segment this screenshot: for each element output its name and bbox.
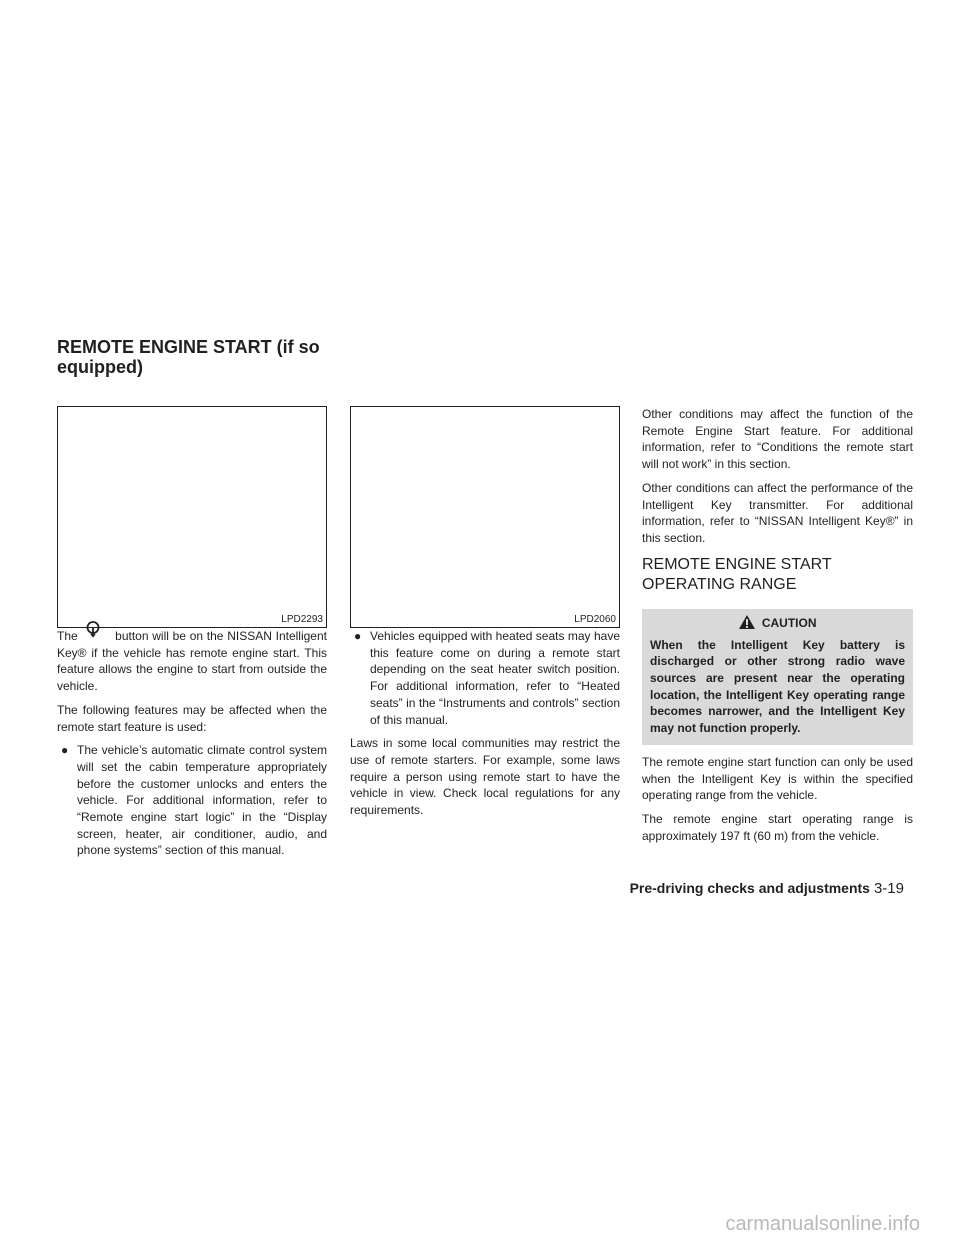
- transmitter-paragraph: Other conditions can affect the performance of the Intelligent Key transmitter. For additional information, refer to “NISSAN Intelligent Key®” in this section.: [642, 480, 913, 545]
- intro-text-end: button will be on the NISSAN Intelligent Key® if the vehicle has remote engine start. This feature allows the engine to start from outside the vehicle.: [57, 629, 327, 694]
- bullet-text: The vehicle’s automatic climate control system will set the cabin temperature appropriately before the customer unlocks and enters the vehicle. For additional information, refer to “Remote engine start logic” in the “Display screen, heater, air conditioner, audio, and phone systems” section of this manual.: [77, 743, 327, 858]
- page-number: 3-19: [873, 880, 904, 897]
- caution-header: [650, 614, 905, 637]
- chapter-title: Pre-driving checks and adjustments: [629, 880, 870, 896]
- figure-label: LPD2293: [281, 614, 323, 625]
- section-title: REMOTE ENGINE START (if so equipped): [57, 337, 320, 377]
- features-paragraph: The following features may be affected when the remote start feature is used:: [57, 702, 327, 734]
- figure-label: LPD2060: [574, 614, 616, 625]
- bullet-text: Vehicles equipped with heated seats may have this feature come on during a remote start depending on the seat heater switch position. For additional information, refer to “Heated seats” in the “Instruments and controls” section of this manual.: [370, 629, 620, 727]
- caution-title: CAUTION: [761, 615, 817, 630]
- page-footer: [630, 879, 904, 898]
- figure-remote-range: [350, 406, 620, 628]
- caution-text: When the Intelligent Key battery is discharged or other strong radio wave sources are present near the operating location, the Intelligent Key operating range becomes narrower, and the Intelligent Key may not function properly.: [650, 637, 905, 736]
- bullet-icon: ●: [354, 629, 362, 643]
- warning-icon: [738, 614, 756, 630]
- laws-paragraph: Laws in some local communities may restrict the use of remote starters. For example, some laws require a person using remote start to have the vehicle in view. Check local regulations for any requirements.: [350, 736, 620, 818]
- conditions-paragraph: Other conditions may affect the function of the Remote Engine Start feature. For additional information, refer to “Conditions the remote start will not work” in this section.: [642, 407, 913, 472]
- range-distance-paragraph: The remote engine start operating range is approximately 197 ft (60 m) from the vehicle.: [642, 811, 913, 843]
- right-column: [642, 406, 913, 851]
- list-item: [57, 742, 327, 859]
- figure-remote-key: [57, 406, 327, 628]
- range-paragraph: The remote engine start function can only be used when the Intelligent Key is within the specified operating range from the vehicle.: [642, 754, 913, 803]
- middle-column: [350, 628, 620, 826]
- remote-start-icon: [81, 628, 111, 642]
- subheading: REMOTE ENGINE START OPERATING RANGE: [642, 555, 832, 593]
- bullet-icon: ●: [61, 743, 69, 758]
- watermark: carmanualsonline.info: [725, 1213, 920, 1235]
- left-column: [57, 628, 327, 866]
- list-item: [350, 628, 620, 728]
- caution-box: [642, 609, 913, 745]
- intro-paragraph: [57, 628, 327, 695]
- intro-text-start: The: [57, 629, 78, 643]
